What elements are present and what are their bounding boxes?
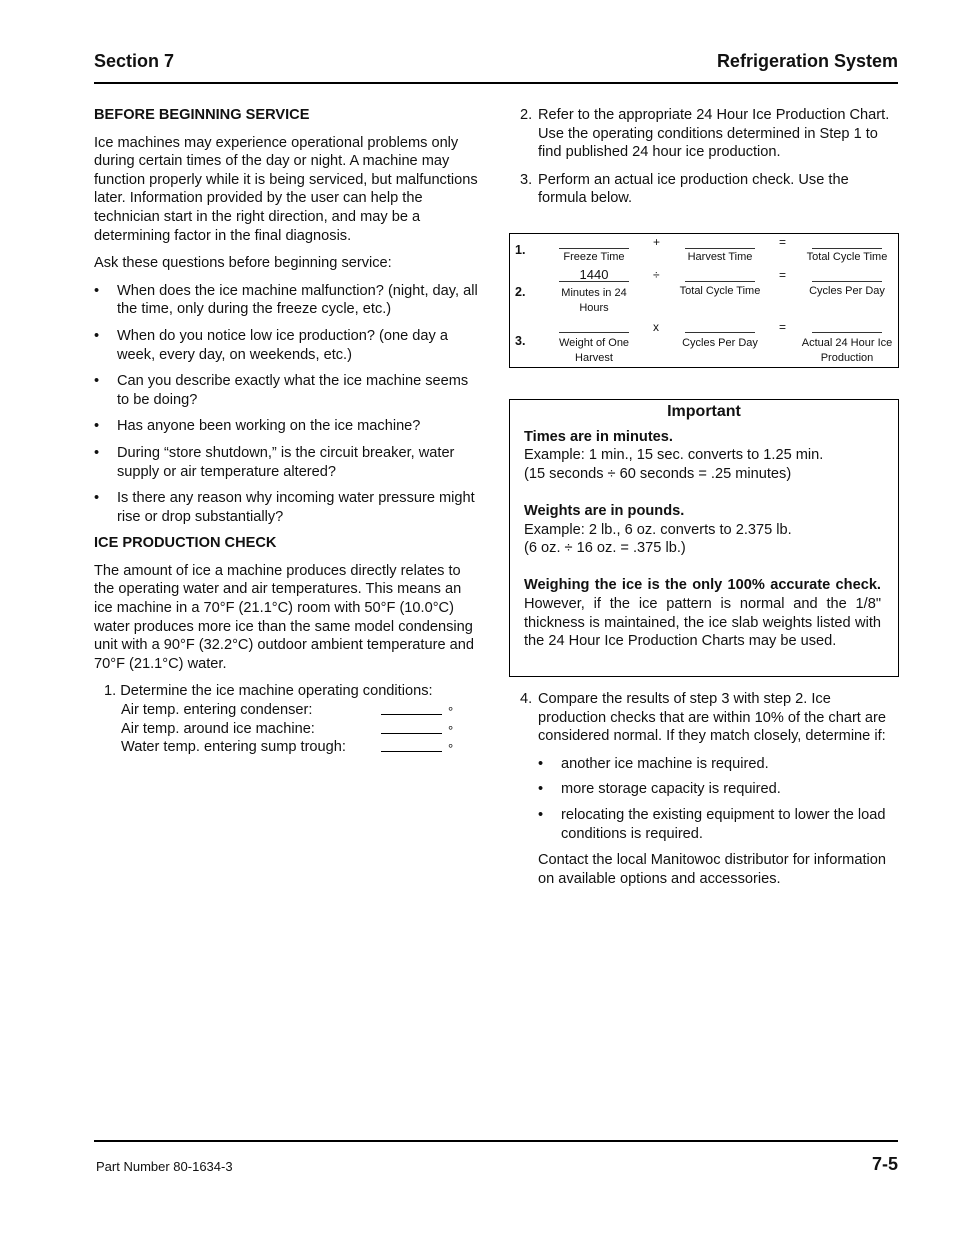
- step-2: [520, 106, 900, 162]
- list-item: • Is there any reason why incoming water pressure might rise or drop substantially?: [94, 490, 475, 525]
- times-example: Example: 1 min., 15 sec. converts to 1.25 min.: [524, 447, 824, 464]
- step-4: [520, 690, 890, 746]
- formula-blank: [685, 332, 755, 333]
- accuracy-note: [524, 576, 881, 650]
- formula-blank: [559, 281, 629, 282]
- condition-label: Air temp. around ice machine:: [121, 720, 315, 737]
- formula-blank: [812, 281, 882, 282]
- formula-operator: ÷: [653, 268, 660, 282]
- step-1: [94, 682, 482, 756]
- part-number: Part Number 80-1634-3: [96, 1159, 233, 1174]
- formula-label: Harvest Time: [687, 251, 753, 263]
- list-item: • When does the ice machine malfunction? (night, day, all the time, only during the freeze cycle, etc.): [94, 282, 478, 318]
- formula-blank: [559, 332, 629, 333]
- bullet-icon: •: [538, 806, 544, 823]
- step-4-section: [520, 690, 890, 888]
- production-formula-box: [509, 233, 899, 368]
- step-1-text: 1. Determine the ice machine operating conditions:: [104, 683, 433, 700]
- list-item: • When do you notice low ice production? (one day a week, every day, on weekends, etc.): [94, 327, 448, 363]
- list-item: • relocating the existing equipment to lower the load conditions is required.: [538, 806, 886, 842]
- formula-blank: [559, 248, 629, 249]
- formula-blank: [812, 248, 882, 249]
- formula-label: Actual 24 Hour Ice Production: [801, 337, 893, 364]
- formula-row-number: 3.: [515, 334, 526, 348]
- times-calc: (15 seconds ÷ 60 seconds = .25 minutes): [524, 465, 792, 482]
- formula-label: Total Cycle Time: [806, 251, 888, 263]
- list-item: • another ice machine is required.: [538, 755, 769, 772]
- formula-label: Minutes in 24 Hours: [561, 287, 627, 314]
- formula-row-number: 2.: [515, 285, 526, 299]
- formula-operator: =: [779, 320, 787, 334]
- formula-label: Weight of One Harvest: [558, 337, 630, 364]
- times-heading: Times are in minutes.: [524, 428, 673, 445]
- step-number: 3.: [520, 171, 533, 188]
- condition-blank: [381, 714, 442, 715]
- degree-symbol: °: [448, 722, 454, 738]
- bullet-icon: •: [94, 373, 100, 390]
- bullet-icon: •: [94, 418, 100, 435]
- section-number: Section 7: [94, 51, 175, 71]
- condition-blank: [381, 751, 442, 752]
- formula-operator: =: [779, 235, 787, 249]
- accuracy-note-rest: However, if the ice pattern is normal and the 1/8" thickness is maintained, the ice slab weights listed with the 24 Hour Ice Production Charts may be used.: [524, 595, 881, 650]
- degree-symbol: °: [448, 704, 454, 720]
- bullet-icon: •: [94, 282, 100, 299]
- formula-operator: x: [653, 320, 659, 334]
- determine-list: [538, 755, 890, 843]
- bullet-icon: •: [538, 755, 544, 772]
- page-number: 7-5: [871, 1154, 898, 1174]
- step-2-text: Refer to the appropriate 24 Hour Ice Production Chart. Use the operating conditions determined in Step 1 to find published 24 hour ice production.: [538, 107, 890, 161]
- condition-label: Air temp. entering condenser:: [121, 702, 313, 719]
- question-list: [94, 282, 482, 527]
- ask-questions-text: Ask these questions before beginning service:: [94, 255, 392, 272]
- before-service-heading: BEFORE BEGINNING SERVICE: [94, 107, 310, 123]
- page-header: [94, 50, 898, 84]
- formula-label: Total Cycle Time: [679, 285, 761, 297]
- important-note-box: [509, 399, 899, 677]
- formula-blank: [685, 281, 755, 282]
- right-column: [520, 106, 900, 217]
- bullet-icon: •: [94, 327, 100, 344]
- bullet-icon: •: [538, 781, 544, 798]
- contact-distributor-text: Contact the local Manitowoc distributor for information on available options and accessories.: [538, 852, 886, 887]
- formula-operator: =: [779, 268, 787, 282]
- bullet-icon: •: [94, 444, 100, 461]
- formula-label: Cycles Per Day: [809, 285, 885, 297]
- page-footer: [94, 1140, 898, 1174]
- condition-blank: [381, 733, 442, 734]
- list-item: • During “store shutdown,” is the circuit breaker, water supply or air temperature altered?: [94, 444, 455, 480]
- before-service-intro: Ice machines may experience operational problems only during certain times of the day or night. A machine may function properly while it is being serviced, but malfunctions later. Information provided by the user can help the technician start in the right direction, and may be a determining factor in the final diagnosis.: [94, 134, 478, 244]
- step-4-details: [520, 755, 890, 889]
- formula-given-value: 1440: [579, 267, 609, 282]
- formula-blank: [685, 248, 755, 249]
- step-3-text: Perform an actual ice production check. Use the formula below.: [538, 171, 849, 207]
- weights-example: Example: 2 lb., 6 oz. converts to 2.375 lb.: [524, 521, 792, 538]
- step-number: 2.: [520, 107, 533, 123]
- section-title: Refrigeration System: [716, 51, 898, 71]
- list-item: • Can you describe exactly what the ice machine seems to be doing?: [94, 373, 469, 408]
- step-number: 4.: [520, 691, 533, 707]
- bullet-icon: •: [94, 490, 100, 507]
- condition-row: [104, 720, 482, 739]
- important-title: Important: [667, 403, 741, 420]
- weights-calc: (6 oz. ÷ 16 oz. = .375 lb.): [524, 540, 686, 557]
- step-3: [520, 171, 900, 208]
- left-column: [94, 106, 482, 757]
- important-body: [510, 428, 898, 651]
- ice-check-heading: ICE PRODUCTION CHECK: [94, 535, 277, 552]
- weights-heading: Weights are in pounds.: [524, 502, 685, 519]
- formula-label: Cycles Per Day: [682, 337, 758, 349]
- ice-check-intro: The amount of ice a machine produces directly relates to the operating water and air temperatures. This means an ice machine in a 70°F (21.1°C) room with 50°F (10.0°C) water produces more ice than the same model condensing unit with a 90°F (32.2°C) outdoor ambient temperature and 70°F (21.1°C) water.: [94, 562, 474, 672]
- condition-row: [104, 701, 482, 720]
- step-4-text: Compare the results of step 3 with step 2. Ice production checks that are within 10% of the chart are considered normal. If they match closely, determine if:: [538, 691, 887, 745]
- list-item: • Has anyone been working on the ice machine?: [94, 418, 421, 435]
- formula-row-number: 1.: [515, 243, 526, 257]
- formula-operator: +: [653, 235, 661, 249]
- degree-symbol: °: [448, 741, 454, 757]
- list-item: • more storage capacity is required.: [538, 781, 781, 798]
- condition-label: Water temp. entering sump trough:: [121, 739, 346, 756]
- formula-label: Freeze Time: [563, 251, 625, 263]
- condition-row: [104, 738, 482, 757]
- accuracy-note-bold: Weighing the ice is the only 100% accurate check.: [524, 577, 881, 594]
- formula-blank: [812, 332, 882, 333]
